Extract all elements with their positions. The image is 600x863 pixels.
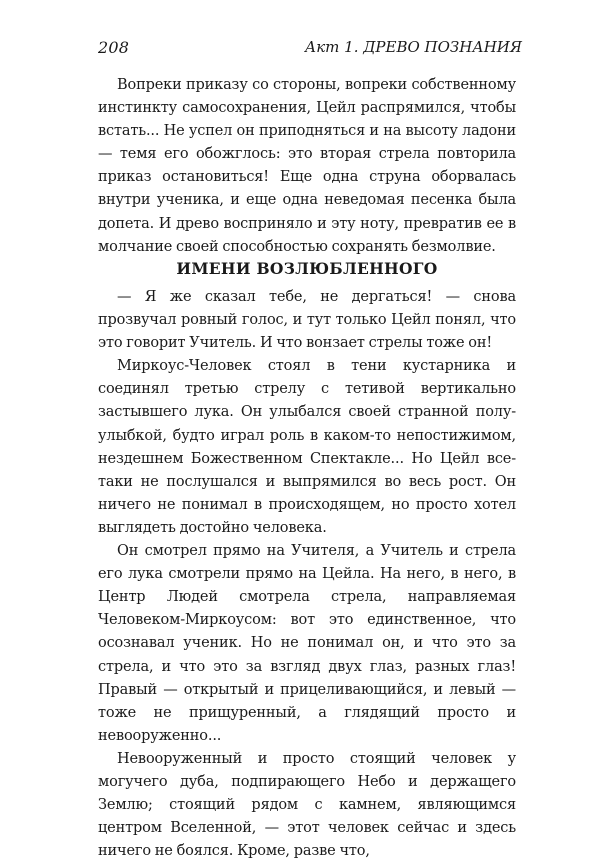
text-block-after-heading	[98, 286, 516, 863]
running-title: Акт 1. ДРЕВО ПОЗНАНИЯ	[304, 38, 522, 56]
paragraph: Невооруженный и просто стоящий человек у могучего дуба, подпирающего Небо и держащего Землю; стоящий рядом с камнем, являющимся центром Вселенной, — этот человек сейчас и здесь ничего не боялся. Кроме, разве что,	[98, 750, 516, 860]
paragraph: Миркоус-Человек стоял в тени кустарника и соединял третью стрелу с тетивой вертикально застывшего лука. Он улыбался своей странной полу-улыбкой, будто играл роль в каком-то непостижимом, нездешнем Божественном Спектакле... Но Цейл все-таки не послушался и выпрямился во весь рост. Он ничего не понимал в происходящем, но просто хотел выглядеть достойно человека.	[98, 358, 516, 536]
text-block-before-heading	[98, 74, 516, 259]
paragraph: Он смотрел прямо на Учителя, а Учитель и стрела его лука смотрели прямо на Цейла. На него, в него, в Центр Людей смотрела стрела, направляемая Человеком-Миркоусом: вот это единственное, что осознавал ученик. Но не понимал он, и что это за стрела, и что это за взгляд двух глаз, разных глаз! Правый — открытый и прицеливающийся, и левый — тоже не прищуренный, а глядящий просто и невооруженно...	[98, 543, 516, 744]
page-number: 208	[98, 38, 130, 57]
paragraph: — Я же сказал тебе, не дергаться! — снова прозвучал ровный голос, и тут только Цейл понял, что это говорит Учитель. И что вонзает стрелы тоже он!	[98, 289, 516, 352]
section-heading: ИМЕНИ ВОЗЛЮБЛЕННОГО	[176, 259, 438, 278]
paragraph: Вопреки приказу со стороны, вопреки собственному инстинкту самосохранения, Цейл распрямился, чтобы встать... Не успел он приподняться и на высоту ладони — темя его обожглось: это вторая стрела повторила приказ остановиться! Еще одна струна оборвалась внутри ученика, и еще одна неведомая песенка была допета. И древо восприняло и эту ноту, превратив ее в молчание своей способностью сохранять безмолвие.	[98, 77, 516, 255]
